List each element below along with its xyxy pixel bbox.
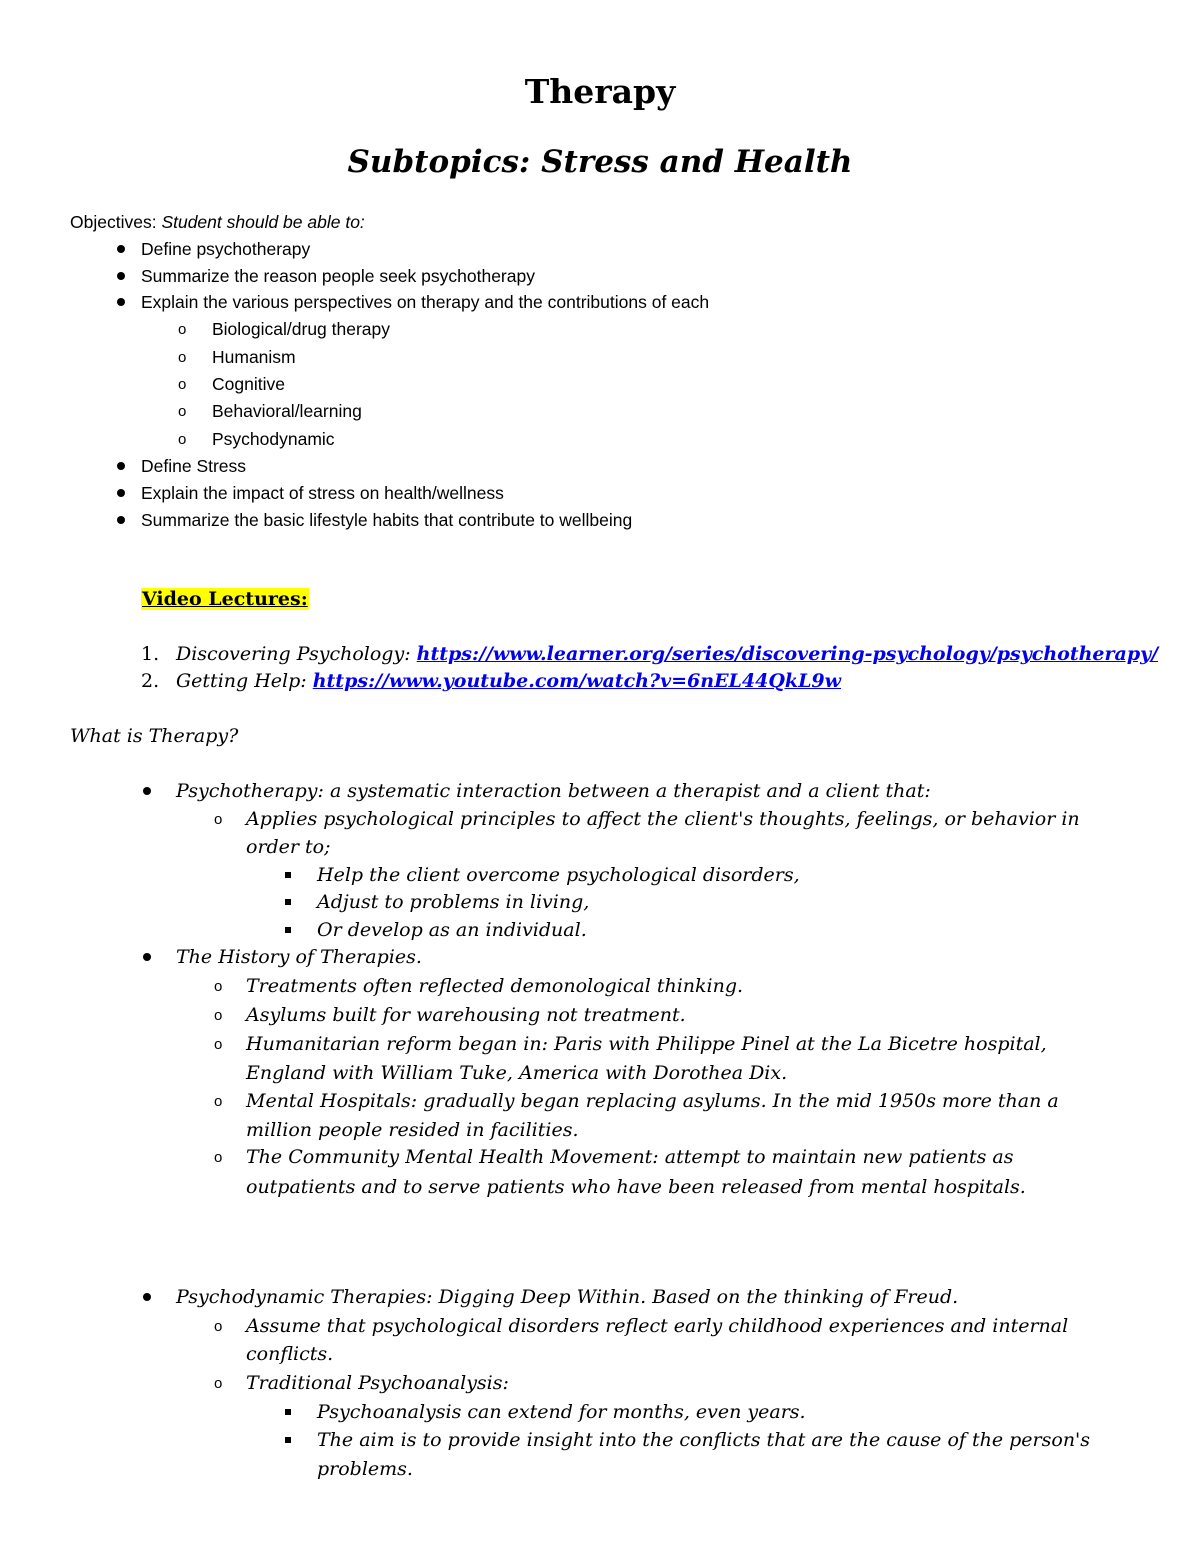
bullet-icon — [143, 787, 151, 795]
objective-item: Define Stress — [141, 456, 247, 476]
square-bullet-icon — [285, 899, 291, 905]
square-bullet-icon — [285, 872, 291, 878]
psychoanalysis-item: The aim is to provide insight into the conflicts that are the cause of the person's — [317, 1429, 1091, 1451]
history-item-cont: outpatients and to serve patients who have been released from mental hospitals. — [246, 1176, 1026, 1198]
sub-bullet-icon: o — [214, 978, 223, 995]
history-item: The Community Mental Health Movement: attempt to maintain new patients as — [246, 1146, 1014, 1168]
bullet-icon — [117, 298, 125, 306]
objective-item: Summarize the reason people seek psychotherapy — [141, 266, 535, 286]
video-lecture-item — [176, 641, 1158, 667]
psychotherapy-definition: Psychotherapy: a systematic interaction between a therapist and a client that: — [176, 780, 931, 802]
document-title: Therapy — [524, 72, 676, 111]
bullet-icon — [143, 953, 151, 961]
history-heading: The History of Therapies. — [176, 946, 422, 968]
bullet-icon — [117, 272, 125, 280]
bullet-icon — [143, 1293, 151, 1301]
history-item: Mental Hospitals: gradually began replacing asylums. In the mid 1950s more than a — [246, 1090, 1059, 1112]
discovering-psychology-link[interactable]: https://www.learner.org/series/discovering-psychology/psychotherapy/ — [416, 643, 1159, 665]
square-bullet-icon — [285, 1437, 291, 1443]
objectives-label: Objectives: — [70, 212, 157, 232]
sub-bullet-icon: o — [178, 349, 187, 366]
sub-bullet-icon: o — [214, 1036, 223, 1053]
history-item-cont: England with William Tuke, America with Dorothea Dix. — [246, 1062, 788, 1084]
sub-bullet-icon: o — [178, 376, 187, 393]
objective-item: Define psychotherapy — [141, 239, 311, 259]
getting-help-link[interactable]: https://www.youtube.com/watch?v=6nEL44QkL9w — [312, 670, 842, 692]
history-item: Asylums built for warehousing not treatment. — [246, 1004, 686, 1026]
sub-bullet-icon: o — [214, 1318, 223, 1335]
perspective-item: Cognitive — [212, 374, 285, 394]
psychotherapy-applies: Applies psychological principles to affect the client's thoughts, feelings, or behavior in — [246, 808, 1080, 830]
therapy-goal: Help the client overcome psychological disorders, — [317, 864, 800, 886]
sub-bullet-icon: o — [178, 403, 187, 420]
video-lectures-heading-text: Video Lectures: — [142, 588, 308, 610]
psychotherapy-applies-cont: order to; — [246, 836, 331, 858]
psychodynamic-item: Traditional Psychoanalysis: — [246, 1372, 509, 1394]
bullet-icon — [117, 462, 125, 470]
history-item: Treatments often reflected demonological thinking. — [246, 975, 744, 997]
sub-bullet-icon: o — [214, 1149, 223, 1166]
list-number: 1. — [141, 643, 160, 665]
video-lecture-item — [176, 668, 841, 694]
video-lecture-label: Getting Help: — [176, 670, 307, 692]
sub-bullet-icon: o — [178, 431, 187, 448]
psychodynamic-item-cont: conflicts. — [246, 1343, 334, 1365]
perspective-item: Behavioral/learning — [212, 401, 362, 421]
objective-item: Summarize the basic lifestyle habits that contribute to wellbeing — [141, 510, 633, 530]
square-bullet-icon — [285, 927, 291, 933]
video-lectures-heading — [141, 586, 309, 612]
objective-item: Explain the various perspectives on therapy and the contributions of each — [141, 292, 710, 312]
perspective-item: Biological/drug therapy — [212, 319, 391, 339]
psychodynamic-heading: Psychodynamic Therapies: Digging Deep Within. Based on the thinking of Freud. — [176, 1286, 959, 1308]
bullet-icon — [117, 245, 125, 253]
objectives-intro — [70, 210, 365, 234]
bullet-icon — [117, 516, 125, 524]
psychoanalysis-item: Psychoanalysis can extend for months, even years. — [317, 1401, 806, 1423]
perspective-item: Psychodynamic — [212, 429, 335, 449]
square-bullet-icon — [285, 1409, 291, 1415]
psychoanalysis-item-cont: problems. — [317, 1458, 413, 1480]
section-heading: What is Therapy? — [70, 725, 239, 747]
video-lecture-label: Discovering Psychology: — [176, 643, 411, 665]
list-number: 2. — [141, 670, 160, 692]
therapy-goal: Adjust to problems in living, — [317, 891, 590, 913]
sub-bullet-icon: o — [214, 1093, 223, 1110]
history-item-cont: million people resided in facilities. — [246, 1119, 579, 1141]
objective-item: Explain the impact of stress on health/wellness — [141, 483, 504, 503]
therapy-goal: Or develop as an individual. — [317, 919, 587, 941]
psychodynamic-item: Assume that psychological disorders reflect early childhood experiences and internal — [246, 1315, 1069, 1337]
history-item: Humanitarian reform began in: Paris with Philippe Pinel at the La Bicetre hospital, — [246, 1033, 1047, 1055]
perspective-item: Humanism — [212, 347, 296, 367]
sub-bullet-icon: o — [214, 1375, 223, 1392]
bullet-icon — [117, 489, 125, 497]
objectives-intro-text: Student should be able to: — [161, 212, 365, 232]
sub-bullet-icon: o — [178, 321, 187, 338]
sub-bullet-icon: o — [214, 811, 223, 828]
document-subtitle: Subtopics: Stress and Health — [347, 144, 853, 180]
sub-bullet-icon: o — [214, 1007, 223, 1024]
